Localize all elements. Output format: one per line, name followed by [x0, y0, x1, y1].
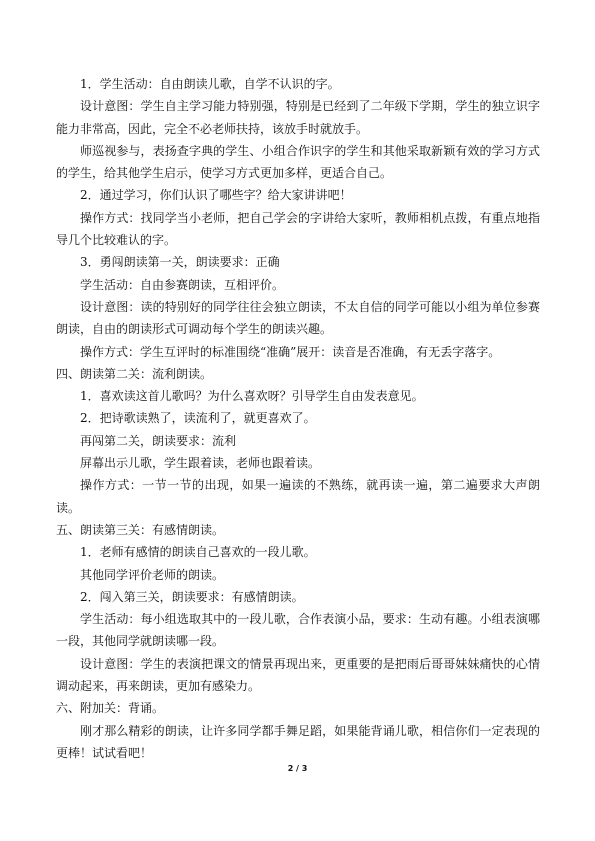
paragraph: 屏幕出示儿歌，学生跟着读，老师也跟着读。 — [80, 456, 321, 471]
paragraph: 1．学生活动：自由朗读儿歌，自学不认识的字。 — [80, 77, 340, 91]
paragraph: 再闯第二关，朗读要求：流利 — [80, 433, 237, 448]
paragraph: 设计意图：学生自主学习能力特别强，特别是已经到了二年级下学期，学生的独立识字能力非常高，因此，完全不必老师扶持，该放手时就放手。 — [56, 99, 540, 136]
paragraph: 设计意图：学生的表演把课文的情景再现出来，更重要的是把雨后哥哥妹妹痛快的心情调动起来，再来朗读，更加有感染力。 — [56, 656, 540, 694]
paragraph: 2．把诗歌读熟了，读流利了，就更喜欢了。 — [80, 411, 316, 426]
paragraph: 操作方式：一节一节的出现，如果一遍读的不熟练，就再读一遍，第二遍要求大声朗读。 — [56, 478, 540, 515]
paragraph: 师巡视参与，表扬查字典的学生、小组合作识字的学生和其他采取新颖有效的学习方式的学生，给其他学生启示，使学习方式更加多样，更适合自己。 — [56, 143, 540, 181]
page-number: 2 / 3 — [287, 764, 308, 773]
paragraph: 六、附加关：背诵。 — [56, 701, 165, 716]
paragraph: 操作方式：学生互评时的标准围绕“准确”展开：读音是否准确，有无丢字落字。 — [80, 344, 501, 359]
paragraph: 3．勇闯朗读第一关，朗读要求：正确 — [80, 255, 280, 270]
paragraph: 设计意图：读的特别好的同学往往会独立朗读，不太自信的同学可能以小组为单位参赛朗读，自由的朗读形式可调动每个学生的朗读兴趣。 — [56, 299, 540, 337]
paragraph: 2．闯入第三关，朗读要求：有感情朗读。 — [80, 589, 304, 604]
paragraph: 学生活动：自由参赛朗读，互相评价。 — [80, 277, 285, 292]
paragraph: 1．喜欢读这首儿歌吗？为什么喜欢呀？引导学生自由发表意见。 — [80, 389, 424, 404]
document-body — [56, 73, 540, 764]
paragraph: 2．通过学习，你们认识了哪些字？给大家讲讲吧！ — [80, 188, 352, 203]
paragraph: 刚才那么精彩的朗读，让许多同学都手舞足蹈，如果能背诵儿歌，相信你们一定表现的更棒！试试看吧！ — [56, 723, 540, 760]
paragraph: 操作方式：找同学当小老师，把自己学会的字讲给大家听，教师相机点拨，有重点地指导几个比较难认的字。 — [56, 210, 540, 248]
paragraph: 1．老师有感情的朗读自己喜欢的一段儿歌。 — [80, 545, 316, 560]
paragraph: 五、朗读第三关：有感情朗读。 — [56, 522, 225, 537]
paragraph: 四、朗读第二关：流利朗读。 — [56, 366, 213, 381]
paragraph: 其他同学评价老师的朗读。 — [80, 567, 225, 582]
paragraph: 学生活动：每小组选取其中的一段儿歌，合作表演小品，要求：生动有趣。小组表演哪一段，其他同学就朗读哪一段。 — [56, 612, 540, 649]
